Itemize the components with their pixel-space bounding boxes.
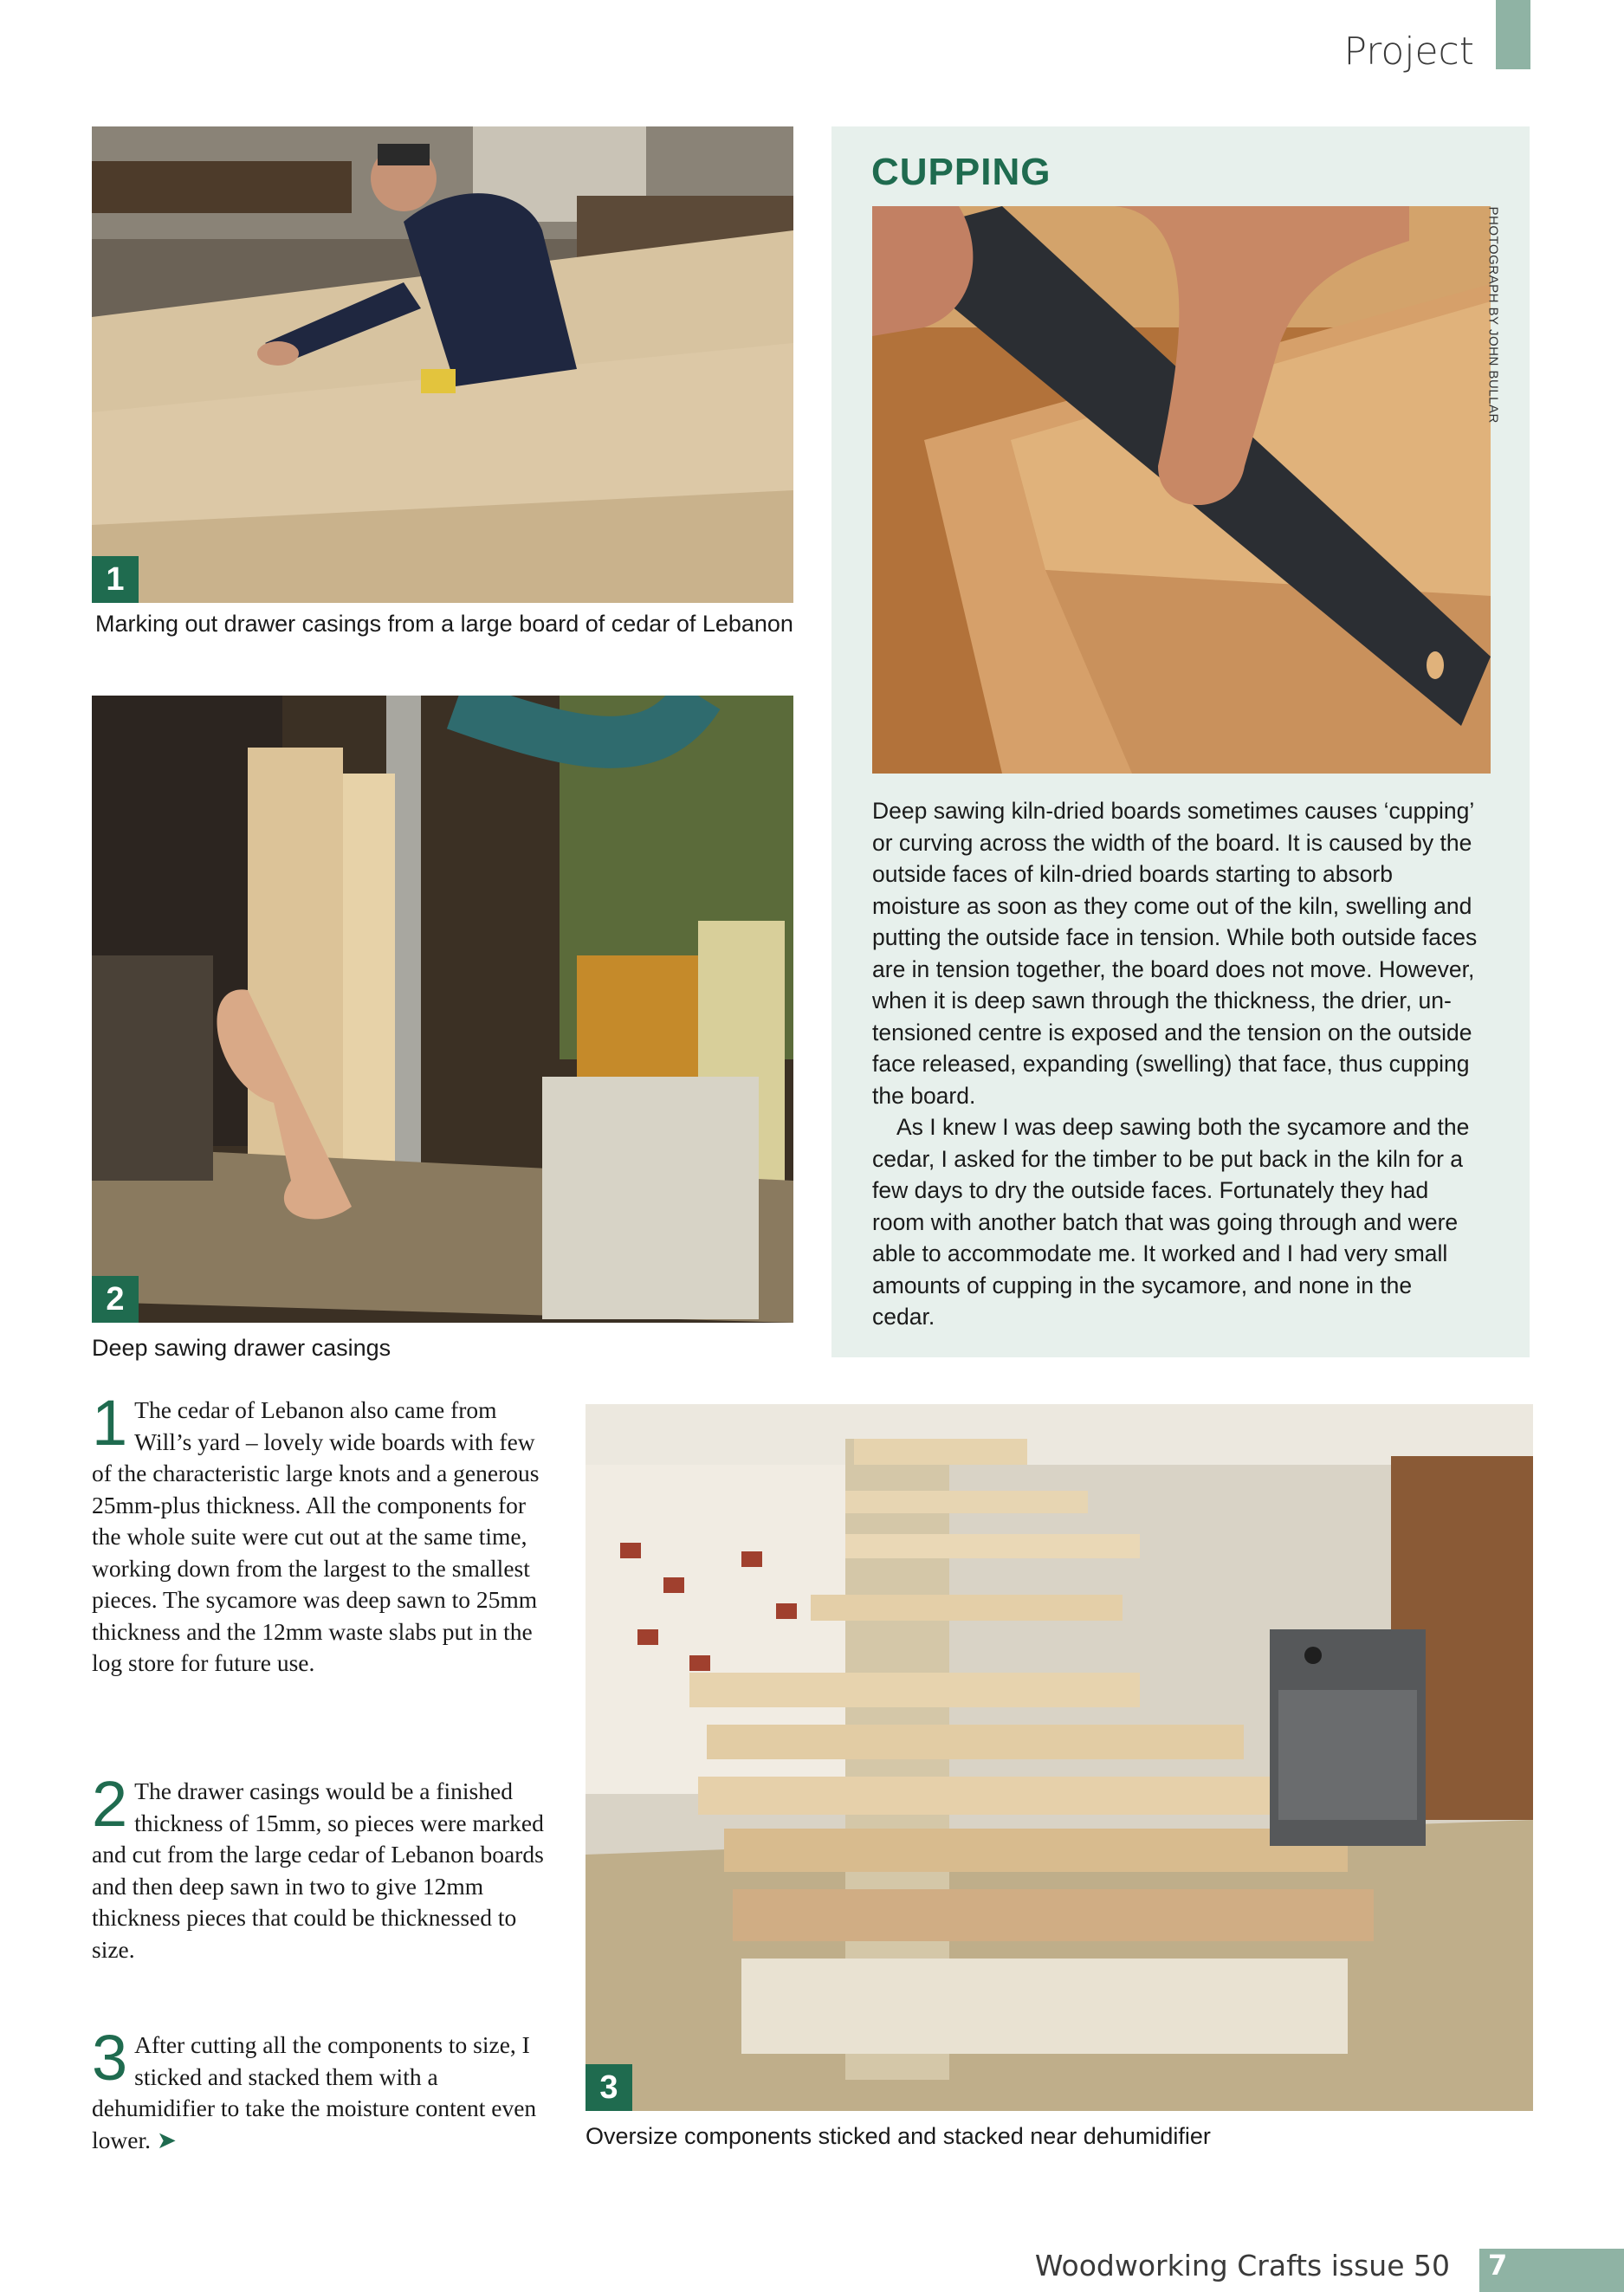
photo-caption: Oversize components sticked and stacked near dehumidifier [586, 2123, 1211, 2149]
photo-cupping [872, 206, 1491, 774]
step-3 [92, 2022, 546, 2156]
sidebar-title: CUPPING [871, 151, 1051, 193]
sidebar-paragraph: As I knew I was deep sawing both the sycamore and the cedar, I asked for the timber to be put back in the kiln for a few days to dry the outside faces. Fortunately they had room with another batch that was going through and were able to accommodate me. It worked and I had very small amounts of cupping in the sycamore, and none in the cedar. [872, 1114, 1470, 1330]
photo-marking-out [92, 126, 793, 603]
step-text: The cedar of Lebanon also came from Will’s yard – lovely wide boards with few of the characteristic large knots and a generous 25mm-plus thickness. All the components for the whole suite were cut out at the same time, working down from the largest to the smallest pieces. The sycamore was deep sawn to 25mm thickness and the 12mm waste slabs put in the log store for future use. [92, 1396, 540, 1676]
photo-number-badge: 3 [586, 2064, 632, 2111]
photo-caption: Marking out drawer casings from a large board of cedar of Lebanon [95, 611, 793, 637]
section-color-bar [1496, 0, 1530, 69]
step-number: 1 [92, 1387, 128, 1459]
step-number: 2 [92, 1768, 128, 1840]
footer-magazine-title: Woodworking Crafts issue 50 [1034, 2249, 1450, 2282]
step-text: The drawer casings would be a finished thickness of 15mm, so pieces were marked and cut from the large cedar of Lebanon boards and then deep sawn in two to give 12mm thickness pieces that could be thicknessed to size. [92, 1777, 544, 1963]
photo-stacked-components [586, 1404, 1533, 2111]
sidebar-body [872, 795, 1478, 1333]
end-arrow-icon: ➤ [156, 2126, 177, 2154]
photo-cupping-image [872, 206, 1491, 774]
photo-number-badge: 1 [92, 556, 139, 603]
photo-deep-sawing [92, 696, 793, 1323]
photo-deep-sawing-image [92, 696, 793, 1323]
photo-number-badge: 2 [92, 1276, 139, 1323]
photo-stacked-components-image [586, 1404, 1533, 2111]
step-1 [92, 1387, 546, 1680]
step-text: After cutting all the components to size, I sticked and stacked them with a dehumidifier to take the moisture content even lower. [92, 2031, 537, 2153]
section-label: Project [1343, 29, 1474, 74]
page-number: 7 [1488, 2249, 1508, 2282]
sidebar-paragraph: Deep sawing kiln-dried boards sometimes causes ‘cupping’ or curving across the width of the board. It is caused by the outside faces of kiln-dried boards starting to absorb moisture as soon as they come out of the kiln, swelling and putting the outside face in tension. While both outside faces are in tension together, the board does not move. However, when it is deep sawn through the thickness, the drier, un-tensioned centre is exposed and the tension on the outside face released, expanding (swelling) that face, thus cupping the board. [872, 798, 1478, 1109]
photo-credit [1485, 208, 1502, 424]
photo-marking-out-image [92, 126, 793, 603]
photo-caption: Deep sawing drawer casings [92, 1335, 391, 1361]
step-2 [92, 1768, 546, 1965]
photo-credit-text: PHOTOGRAPH BY JOHN BULLAR [1485, 206, 1501, 424]
step-number: 3 [92, 2022, 128, 2094]
